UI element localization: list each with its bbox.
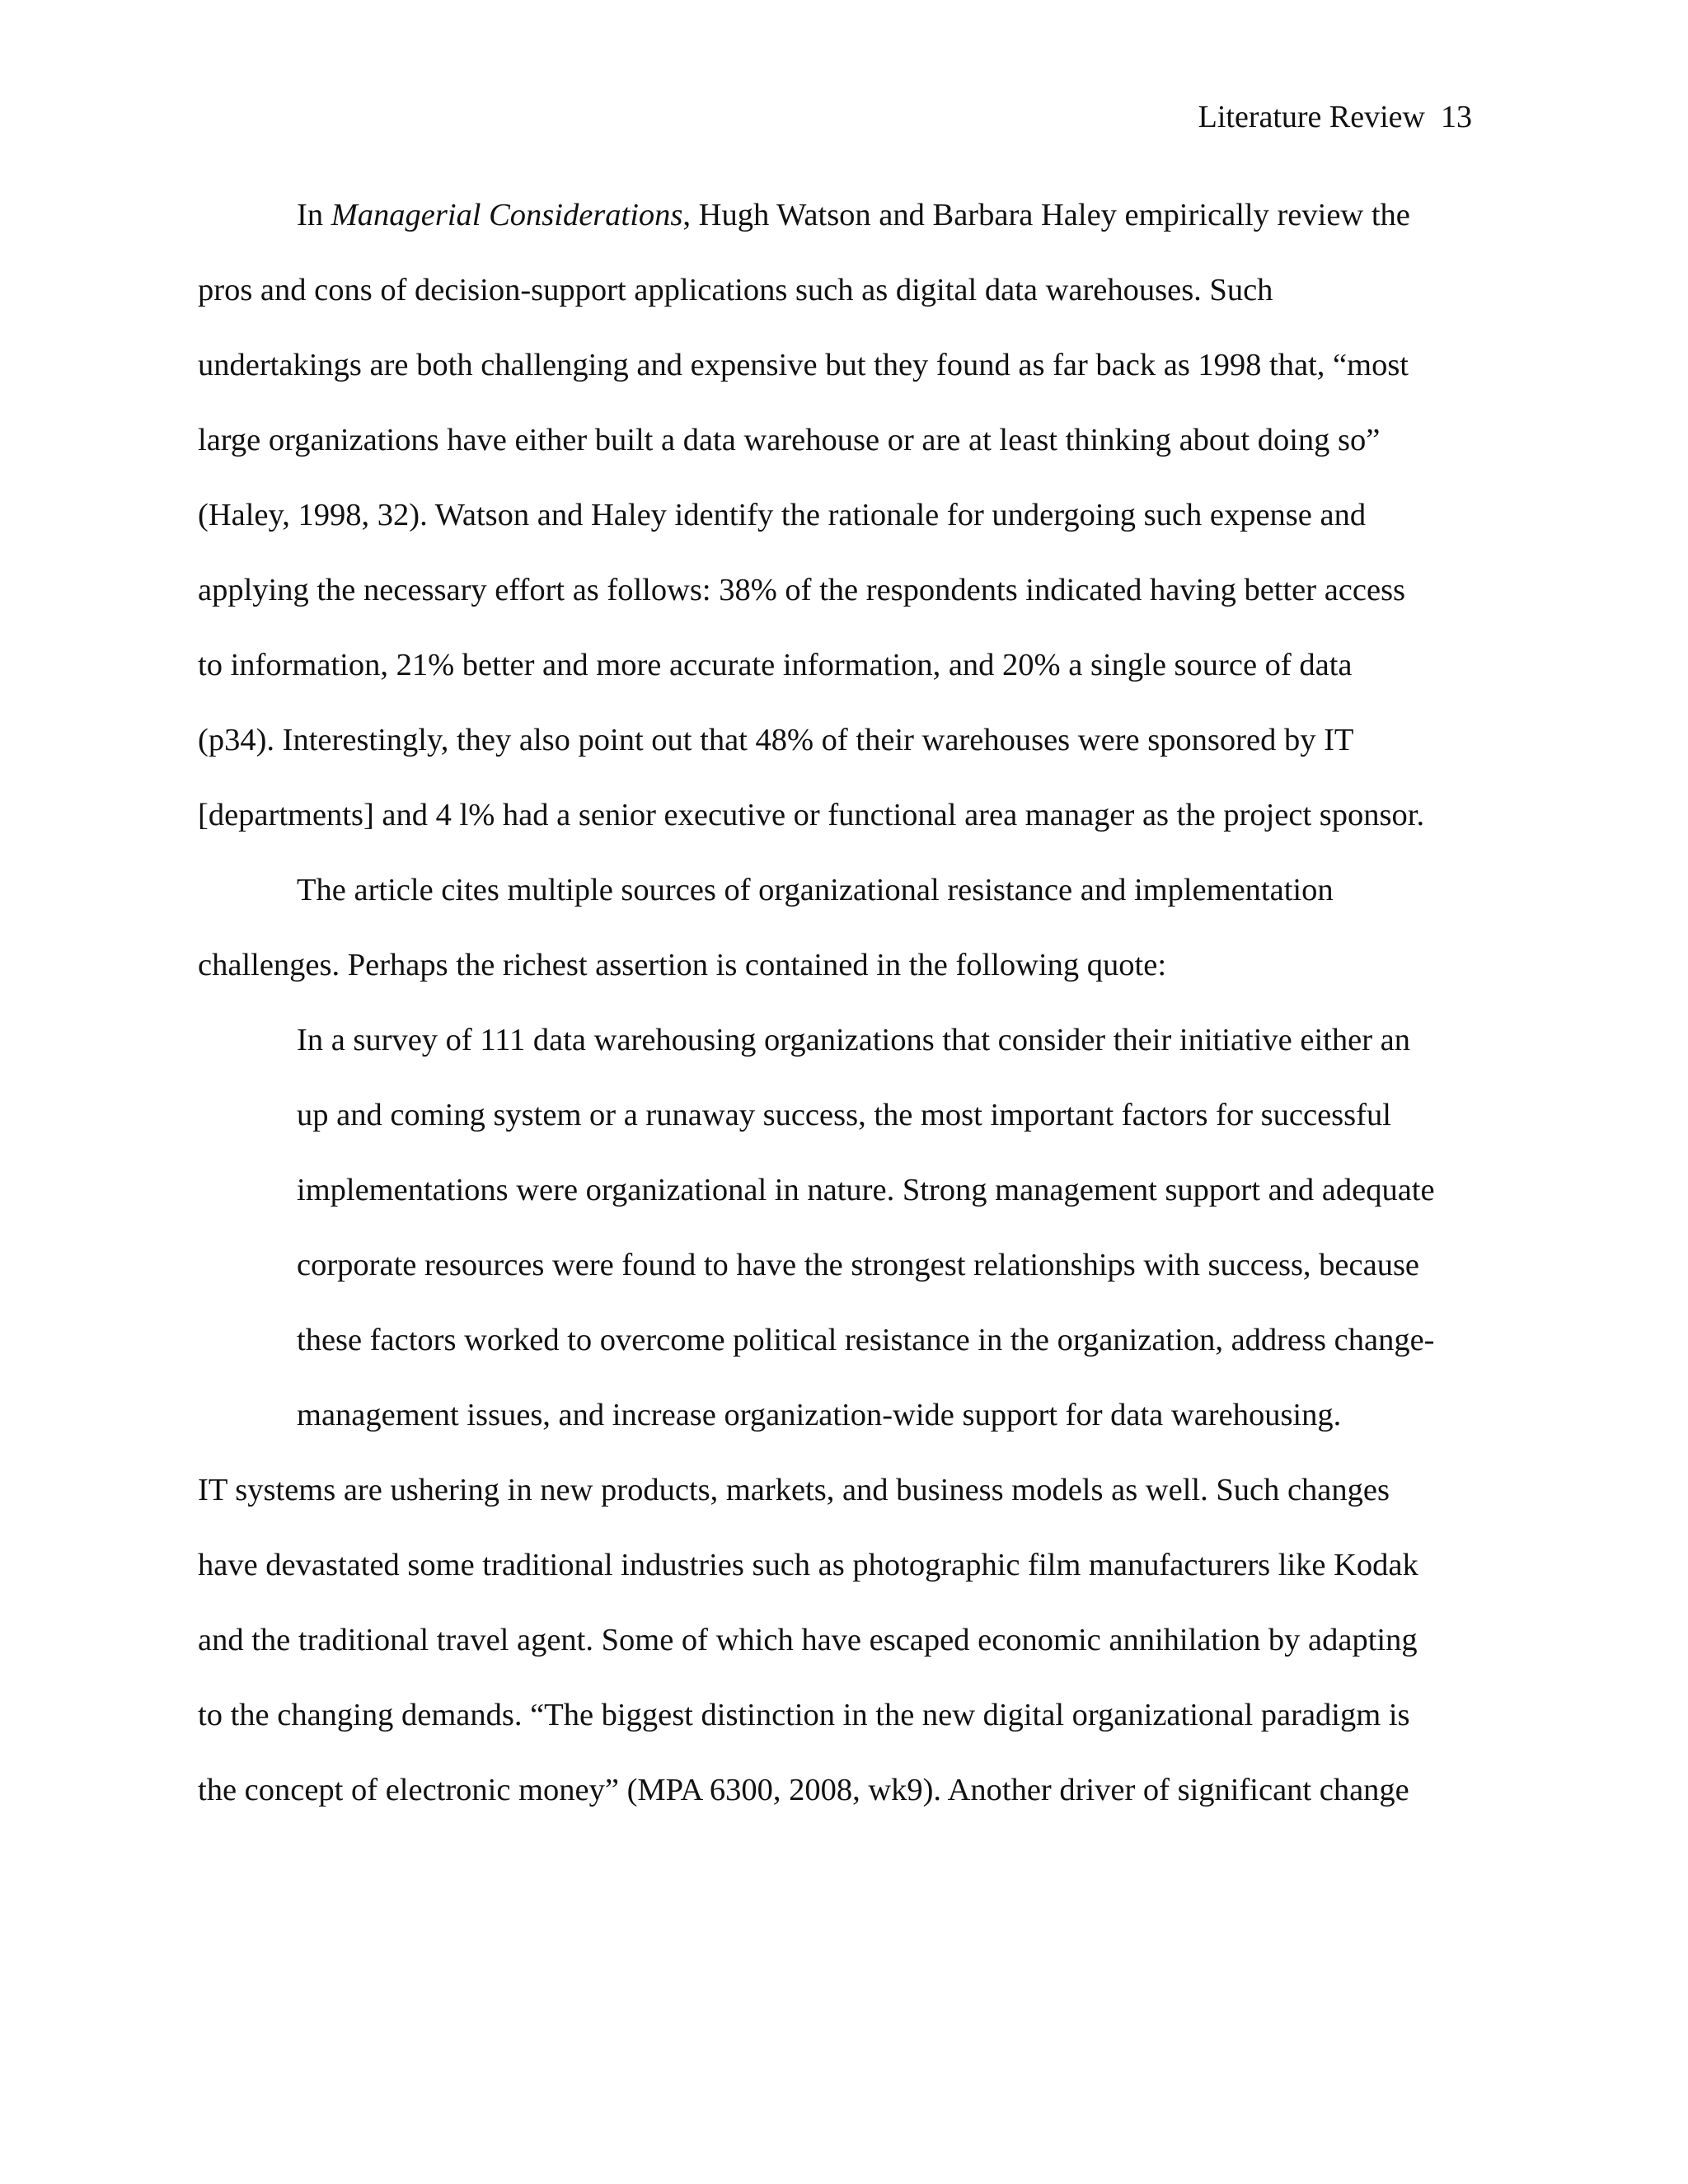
paragraph-1-line-1 (297, 194, 1410, 236)
italic-title: Managerial Considerations (331, 198, 683, 232)
block-quote-line-4: corporate resources were found to have the strongest relationships with success, because (297, 1248, 1420, 1282)
paragraph-3-line-3: and the traditional travel agent. Some of which have escaped economic annihilation by adapting (198, 1623, 1418, 1657)
paragraph-3-line-5: the concept of electronic money” (MPA 6300, 2008, wk9). Another driver of significant change (198, 1773, 1409, 1807)
paragraph-1-line-9: [departments] and 4 l% had a senior executive or functional area manager as the project sponsor. (198, 798, 1425, 832)
paragraph-1-line-8: (p34). Interestingly, they also point out that 48% of their warehouses were sponsored by IT (198, 723, 1354, 757)
block-quote-line-6: management issues, and increase organization-wide support for data warehousing. (297, 1398, 1342, 1432)
paragraph-1-line-6: applying the necessary effort as follows: 38% of the respondents indicated having better access (198, 573, 1406, 607)
block-quote-line-3: implementations were organizational in nature. Strong management support and adequate (297, 1173, 1435, 1207)
block-quote-line-1: In a survey of 111 data warehousing organizations that consider their initiative either an (297, 1023, 1410, 1057)
paragraph-3-line-4: to the changing demands. “The biggest distinction in the new digital organizational paradigm is (198, 1698, 1410, 1732)
running-header (1198, 96, 1472, 138)
paragraph-2-line-2: challenges. Perhaps the richest assertion is contained in the following quote: (198, 948, 1167, 982)
paragraph-1-line-7: to information, 21% better and more accurate information, and 20% a single source of data (198, 648, 1353, 682)
block-quote-line-2: up and coming system or a runaway success, the most important factors for successful (297, 1098, 1391, 1132)
paragraph-1-line-2: pros and cons of decision-support applications such as digital data warehouses. Such (198, 273, 1273, 307)
paragraph-3-line-1: IT systems are ushering in new products, markets, and business models as well. Such changes (198, 1473, 1390, 1507)
text-run: , Hugh Watson and Barbara Haley empirically review the (682, 198, 1410, 232)
paragraph-1-line-3: undertakings are both challenging and expensive but they found as far back as 1998 that, “most (198, 348, 1409, 382)
paragraph-1-line-4: large organizations have either built a data warehouse or are at least thinking about doing so” (198, 423, 1381, 457)
running-head-title: Literature Review (1198, 100, 1425, 134)
text-run: In (297, 198, 331, 232)
paragraph-1-line-5: (Haley, 1998, 32). Watson and Haley identify the rationale for undergoing such expense and (198, 498, 1367, 532)
paragraph-3-line-2: have devastated some traditional industries such as photographic film manufacturers like Kodak (198, 1548, 1418, 1582)
page-number: 13 (1441, 100, 1472, 134)
block-quote-line-5: these factors worked to overcome political resistance in the organization, address change- (297, 1323, 1435, 1357)
paragraph-2-line-1: The article cites multiple sources of organizational resistance and implementation (297, 873, 1334, 907)
